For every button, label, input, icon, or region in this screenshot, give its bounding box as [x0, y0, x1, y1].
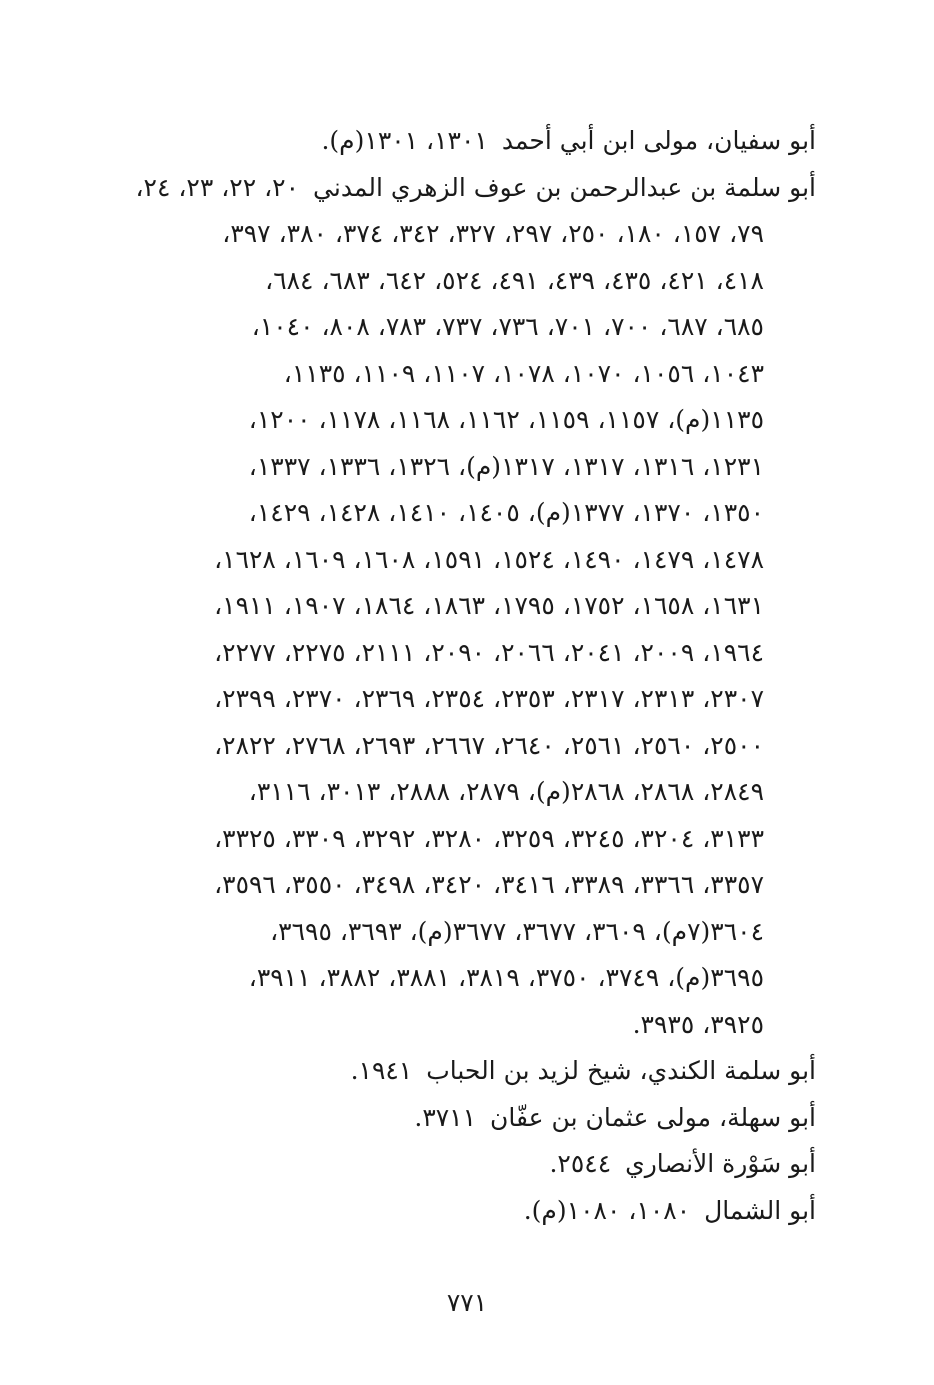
- page-number: ٧٧١: [446, 1288, 488, 1317]
- entry-name: أبو الشمال: [704, 1195, 816, 1225]
- entry-refs-line: ٢٣٠٧، ٢٣١٣، ٢٣١٧، ٢٣٥٣، ٢٣٥٤، ٢٣٦٩، ٢٣٧٠، ٢٣٩٩،: [214, 684, 764, 713]
- entry-refs-line: ٣١٣٣، ٣٢٠٤، ٣٢٤٥، ٣٢٥٩، ٣٢٨٠، ٣٢٩٢، ٣٣٠٩، ٣٣٢٥،: [214, 823, 764, 853]
- entry-refs: ١٩٤١.: [350, 1056, 413, 1085]
- index-entry: [116, 1188, 816, 1235]
- entry-refs-line: ٣٩٢٥، ٣٩٣٥.: [632, 1009, 764, 1039]
- entry-refs: ٢٥٤٤.: [549, 1149, 612, 1178]
- entry-refs-line: ١٩٦٤، ٢٠٠٩، ٢٠٤١، ٢٠٦٦، ٢٠٩٠، ٢١١١، ٢٢٧٥، ٢٢٧٧،: [214, 637, 764, 667]
- entry-refs-line: ١١٣٥(م)، ١١٥٧، ١١٥٩، ١١٦٢، ١١٦٨، ١١٧٨، ١٢٠٠،: [248, 405, 764, 434]
- entry-refs-line: ٢٥٠٠، ٢٥٦٠، ٢٥٦١، ٢٦٤٠، ٢٦٦٧، ٢٦٩٣، ٢٧٦٨، ٢٨٢٢،: [214, 730, 764, 760]
- entry-refs-line: ١٠٤٣، ١٠٥٦، ١٠٧٠، ١٠٧٨، ١١٠٧، ١١٠٩، ١١٣٥،: [283, 358, 764, 388]
- entry-name: أبو سلمة الكندي، شيخ لزيد بن الحباب: [426, 1056, 816, 1085]
- index-entry: [116, 1095, 816, 1142]
- entry-name: أبو سَوْرة الأنصاري: [625, 1149, 816, 1178]
- index-entry: [116, 118, 816, 165]
- entry-refs-line: ١٦٣١، ١٦٥٨، ١٧٥٢، ١٧٩٥، ١٨٦٣، ١٨٦٤، ١٩٠٧، ١٩١١،: [214, 591, 764, 620]
- index-entry: [116, 1048, 816, 1095]
- entry-refs: ٣٧١١.: [414, 1102, 477, 1132]
- entry-refs-line: ٤١٨، ٤٢١، ٤٣٥، ٤٣٩، ٤٩١، ٥٢٤، ٦٤٢، ٦٨٣، ٦٨٤،: [265, 265, 764, 295]
- entry-name: أبو سفيان، مولى ابن أبي أحمد: [501, 126, 816, 155]
- entry-refs-line: ٣٦٩٥(م)، ٣٧٤٩، ٣٧٥٠، ٣٨١٩، ٣٨٨١، ٣٨٨٢، ٣٩١١،: [248, 963, 764, 992]
- entry-refs-line: ١٤٧٨، ١٤٧٩، ١٤٩٠، ١٥٢٤، ١٥٩١، ١٦٠٨، ١٦٠٩، ١٦٢٨،: [214, 544, 764, 574]
- entry-refs-line: ١٢٣١، ١٣١٦، ١٣١٧، ١٣١٧(م)، ١٣٢٦، ١٣٣٦، ١٣٣٧،: [248, 451, 764, 481]
- index-entry: [116, 165, 816, 212]
- entry-refs-line: ٢٨٤٩، ٢٨٦٨، ٢٨٦٨(م)، ٢٨٧٩، ٢٨٨٨، ٣٠١٣، ٣١١٦،: [248, 777, 764, 806]
- index-entries: [116, 118, 816, 1234]
- entry-refs-line: ٦٨٥، ٦٨٧، ٧٠٠، ٧٠١، ٧٣٦، ٧٣٧، ٧٨٣، ٨٠٨، ١٠٤٠،: [251, 312, 764, 341]
- entry-name: أبو سهلة، مولى عثمان بن عفّان: [490, 1102, 816, 1132]
- entry-refs: ١٠٨٠، ١٠٨٠(م).: [523, 1195, 691, 1225]
- entry-refs-line: ٧٩، ١٥٧، ١٨٠، ٢٥٠، ٢٩٧، ٣٢٧، ٣٤٢، ٣٧٤، ٣٨٠، ٣٩٧،: [222, 219, 764, 248]
- entry-refs-line: ١٣٥٠، ١٣٧٠، ١٣٧٧(م)، ١٤٠٥، ١٤١٠، ١٤٢٨، ١٤٢٩،: [248, 498, 764, 527]
- entry-refs-line: ٣٦٠٤(٧م)، ٣٦٠٩، ٣٦٧٧، ٣٦٧٧(م)، ٣٦٩٣، ٣٦٩٥،: [270, 916, 764, 946]
- entry-refs-line: ٣٣٥٧، ٣٣٦٦، ٣٣٨٩، ٣٤١٦، ٣٤٢٠، ٣٤٩٨، ٣٥٥٠، ٣٥٩٦،: [214, 870, 764, 899]
- entry-refs: ١٣٠١، ١٣٠١(م).: [321, 126, 488, 155]
- entry-refs: ٢٠، ٢٢، ٢٣، ٢٤،: [135, 172, 300, 202]
- index-entry: [116, 1141, 816, 1188]
- entry-name: أبو سلمة بن عبدالرحمن بن عوف الزهري المدني: [313, 172, 816, 202]
